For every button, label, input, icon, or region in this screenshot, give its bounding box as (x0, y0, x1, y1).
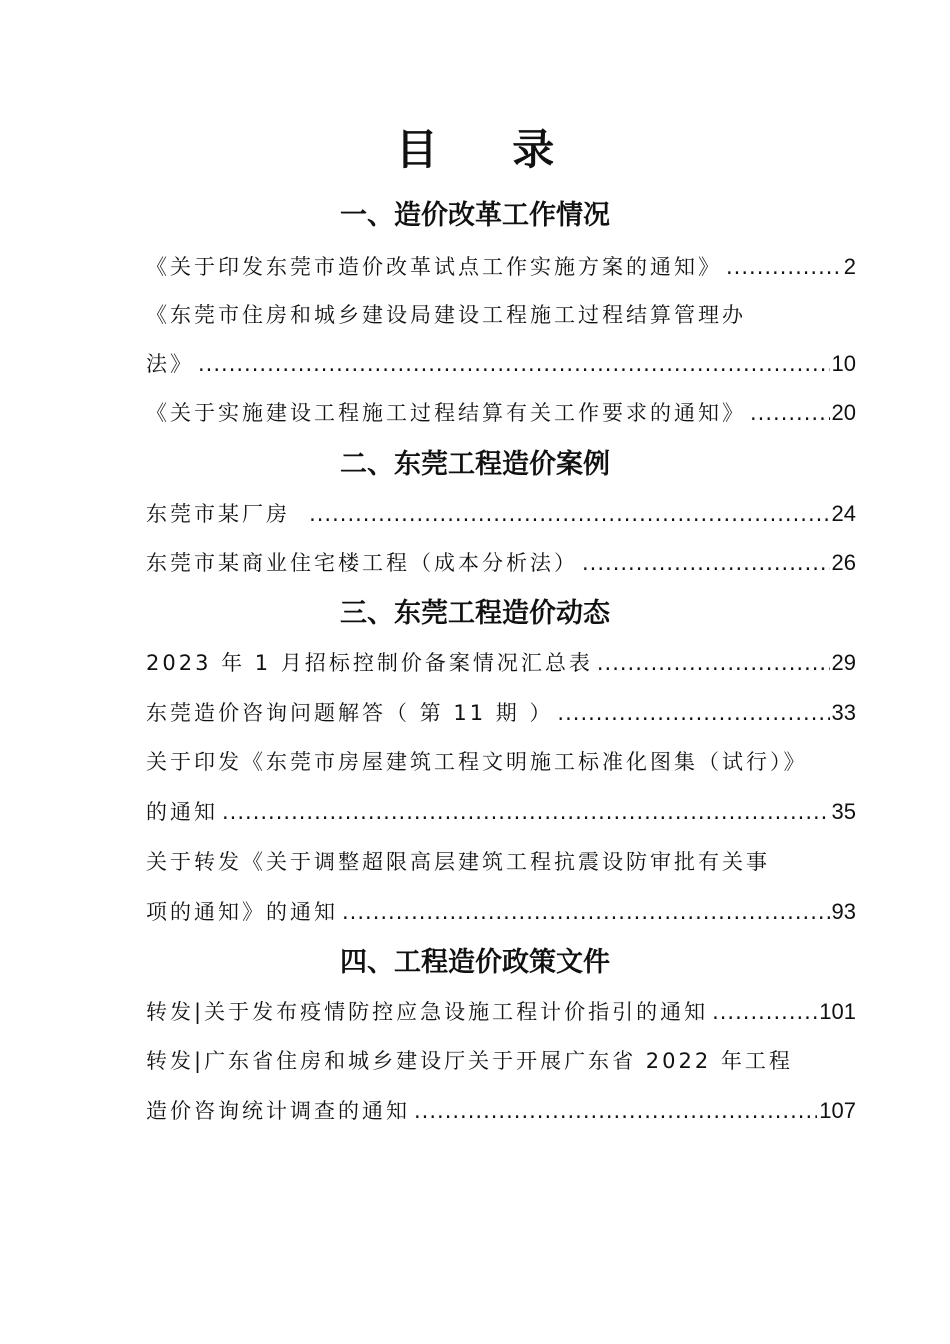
page-number: 101 (819, 999, 856, 1024)
dot-leader (712, 997, 817, 1027)
toc-entry[interactable] (146, 997, 856, 1027)
entry-text: 的通知 (146, 800, 218, 824)
toc-entry[interactable] (146, 499, 856, 529)
page-number: 24 (831, 501, 856, 526)
dot-leader (597, 648, 830, 678)
entry-text: 2023 年 1 月招标控制价备案情况汇总表 (146, 651, 593, 675)
toc-entry[interactable] (146, 698, 856, 728)
entry-text: 造价咨询统计调查的通知 (146, 1099, 410, 1123)
page-number: 33 (831, 700, 856, 725)
page-number: 107 (819, 1098, 856, 1123)
toc-entry-continued[interactable] (146, 897, 856, 927)
entry-text: 关于转发《关于调整超限高层建筑工程抗震设防审批有关事 (146, 850, 770, 874)
section-heading-4: 四、工程造价政策文件 (340, 947, 610, 978)
entry-text: 《关于实施建设工程施工过程结算有关工作要求的通知》 (146, 401, 746, 425)
dot-leader (222, 797, 830, 827)
toc-entry[interactable] (146, 1046, 856, 1076)
entry-text: 《关于印发东莞市造价改革试点工作实施方案的通知》 (146, 255, 722, 279)
dot-leader (198, 349, 830, 379)
dot-leader (582, 548, 830, 578)
section-heading-3: 三、东莞工程造价动态 (340, 598, 610, 629)
page-number: 10 (831, 351, 856, 376)
toc-title: 目 录 (395, 125, 585, 174)
page-number: 35 (831, 799, 856, 824)
dot-leader (557, 698, 829, 728)
section-heading-1: 一、造价改革工作情况 (340, 200, 610, 231)
page-number: 29 (831, 650, 856, 675)
section-heading-2: 二、东莞工程造价案例 (340, 449, 610, 480)
toc-entry[interactable] (146, 648, 856, 678)
entry-text: 项的通知》的通知 (146, 900, 338, 924)
entry-text: 东莞市某商业住宅楼工程（成本分析法） (146, 551, 578, 575)
dot-leader (750, 398, 830, 428)
toc-entry[interactable] (146, 747, 856, 777)
toc-entry-continued[interactable] (146, 1096, 856, 1126)
entry-text: 法》 (146, 352, 194, 376)
dot-leader (414, 1096, 817, 1126)
toc-entry-continued[interactable] (146, 349, 856, 379)
page-number: 26 (831, 550, 856, 575)
toc-entry[interactable] (146, 300, 856, 330)
entry-text: 《东莞市住房和城乡建设局建设工程施工过程结算管理办 (146, 303, 746, 327)
entry-text: 东莞市某厂房 (146, 502, 290, 526)
entry-text: 东莞造价咨询问题解答（ 第 11 期 ） (146, 701, 554, 725)
page-number: 93 (831, 899, 856, 924)
entry-text: 关于印发《东莞市房屋建筑工程文明施工标准化图集（试行）》 (146, 750, 808, 774)
page-number: 2 (843, 254, 856, 279)
toc-entry[interactable] (146, 847, 856, 877)
dot-leader (726, 252, 842, 282)
toc-entry-continued[interactable] (146, 797, 856, 827)
toc-entry[interactable] (146, 548, 856, 578)
page-number: 20 (831, 400, 856, 425)
toc-entry[interactable] (146, 252, 856, 282)
entry-text: 转发|广东省住房和城乡建设厅关于开展广东省 2022 年工程 (146, 1049, 793, 1073)
dot-leader (309, 499, 829, 529)
entry-text: 转发|关于发布疫情防控应急设施工程计价指引的通知 (146, 1000, 709, 1024)
dot-leader (342, 897, 830, 927)
toc-entry[interactable] (146, 398, 856, 428)
